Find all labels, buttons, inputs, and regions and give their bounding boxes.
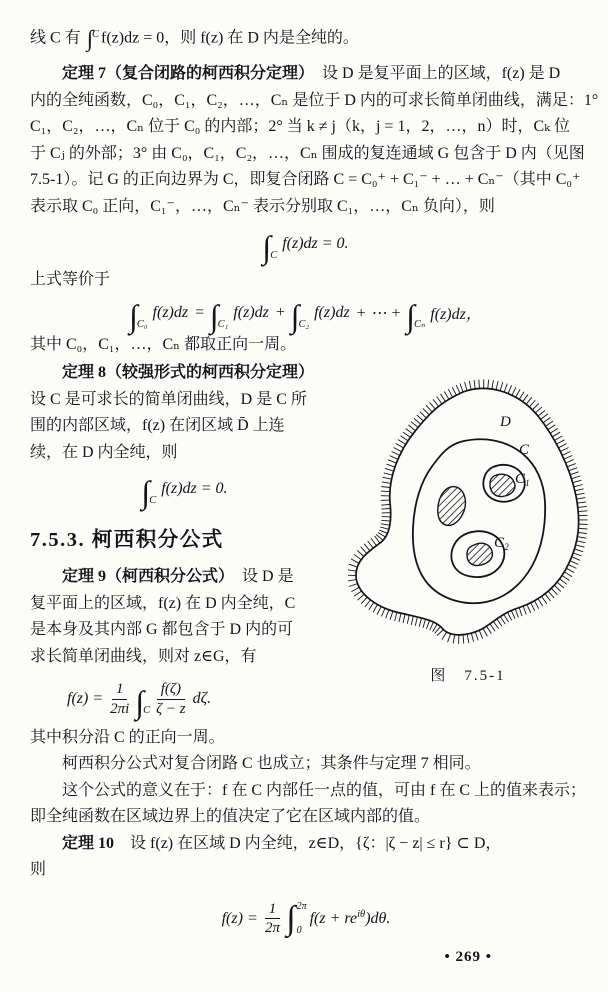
formula4-lhs: f(z) = bbox=[67, 690, 104, 708]
theorem10-rest: 设 f(z) 在区域 D 内全纯，z∈D，{ζ：|ζ − z| ≤ r} ⊂ D， bbox=[130, 834, 502, 852]
formula-cauchy-integral bbox=[64, 680, 348, 719]
hole-blob-c1 bbox=[490, 474, 515, 496]
formula-mean-value bbox=[30, 900, 582, 939]
intro-post: f(z)dz = 0，则 f(z) 在 D 内是全纯的。 bbox=[101, 29, 359, 47]
label-c: C bbox=[519, 442, 530, 458]
formula-equivalent-sum bbox=[30, 297, 582, 334]
theorem7-head: 定理 7（复合闭路的柯西积分定理） bbox=[62, 65, 307, 82]
figure-caption: 图 7.5-1 bbox=[430, 668, 506, 684]
para-meaning-line2: 即全纯函数在区域边界上的值决定了它在区域内部的值。 bbox=[30, 808, 431, 825]
formula1-body: f(z)dz = 0. bbox=[282, 235, 349, 252]
equiv-line: 上式等价于 bbox=[30, 271, 111, 288]
after-formula2-line: 其中 C₀，C₁，…，Cₙ 都取正向一周。 bbox=[30, 335, 297, 353]
theorem9-line2: 复平面上的区域，f(z) 在 D 内全纯，C bbox=[30, 594, 296, 612]
page-number: • 269 • bbox=[444, 949, 492, 965]
domain-diagram bbox=[348, 370, 598, 655]
theorem7-line1 bbox=[30, 61, 582, 88]
theorem7-line3: C₁，C₂，…，Cₙ 位于 C₀ 的内部；2° 当 k ≠ j（k，j = 1，2，…，n）时，Cₖ 位 bbox=[30, 118, 570, 135]
formula5-lhs: f(z) = bbox=[221, 909, 258, 927]
integral-lower-bound: 0 bbox=[296, 924, 302, 936]
label-c1: $C_1$ bbox=[515, 471, 530, 489]
figure-column bbox=[348, 360, 582, 719]
formula5-body: $f(z + re^{i\theta})d\theta$. bbox=[309, 908, 391, 927]
intro-line bbox=[30, 20, 582, 52]
integral-sign: ∫ C bbox=[135, 684, 151, 721]
formula-cauchy-composite bbox=[30, 229, 582, 265]
contour-c0 bbox=[413, 439, 545, 603]
formula2-term0: f(z)dz bbox=[152, 303, 189, 321]
integral-sign: ∫ Cₙ bbox=[406, 297, 426, 334]
plus-sign: + bbox=[274, 303, 286, 321]
theorem8-line2: 设 C 是可求长的简单闭曲线，D 是 C 所 bbox=[30, 390, 307, 408]
section-heading: 7.5.3. 柯西积分公式 bbox=[30, 529, 224, 551]
integral-sign: ∫ C₂ bbox=[290, 297, 310, 334]
theorem8-head: 定理 8（较强形式的柯西积分定理） bbox=[62, 364, 315, 381]
theorem8-line3: 围的内部区域，f(z) 在闭区域 D̄ 上连 bbox=[30, 417, 285, 434]
formula3-body: f(z)dz = 0. bbox=[161, 480, 228, 497]
formula4-tail: dζ. bbox=[192, 690, 212, 708]
theorem7-paragraph bbox=[30, 61, 599, 220]
theorem9-head: 定理 9（柯西积分公式） bbox=[62, 568, 227, 585]
bottom-paragraphs bbox=[30, 725, 587, 939]
label-c2: $C_2$ bbox=[494, 535, 509, 553]
formula2-termn: f(z)dz， bbox=[430, 306, 482, 323]
theorem9-line4: 求长简单闭曲线，则对 z∈G，有 bbox=[30, 647, 257, 665]
formula2-term1: f(z)dz bbox=[233, 303, 269, 321]
text-column bbox=[30, 360, 348, 719]
formula-cauchy-strong bbox=[70, 474, 300, 510]
theorem9-line1-rest: 设 D 是 bbox=[242, 568, 294, 585]
theorem9-line3: 是本身及其内部 G 都包含于 D 内的可 bbox=[30, 621, 294, 638]
after-formula4-line: 其中积分沿 C 的正向一周。 bbox=[30, 728, 225, 746]
theorem9-line1 bbox=[30, 564, 348, 591]
theorem7-line4: 于 Cⱼ 的外部；3° 由 C₀，C₁，C₂，…，Cₙ 围成的复连通域 G 包含于 D 内（见图 bbox=[30, 144, 585, 162]
integral-sign: ∫ C bbox=[141, 474, 157, 510]
integral-sign: ∫ C₁ bbox=[209, 297, 229, 334]
fraction: $\frac{1}{2\pi}$ bbox=[264, 900, 280, 937]
para-meaning-line1: 这个公式的意义在于：f 在 C 内部任一点的值，可由 f 在 C 上的值来表示； bbox=[62, 781, 587, 799]
hole-blob-left bbox=[438, 487, 466, 526]
fraction: $\frac{1}{2\pi i}$ bbox=[110, 681, 130, 717]
hole-blob-c2 bbox=[467, 543, 492, 565]
equals-sign: = bbox=[194, 303, 205, 321]
ellipsis: + ⋯ + bbox=[355, 304, 402, 322]
theorem10-head: 定理 10 bbox=[62, 834, 115, 852]
integral-sign: ∫ C bbox=[262, 229, 278, 265]
para-composite: 柯西积分公式对复合闭路 C 也成立；其条件与定理 7 相同。 bbox=[62, 755, 481, 772]
theorem7-line2: 内的全纯函数，C₀，C₁，C₂，…，Cₙ 是位于 D 内的可求长简单闭曲线，满足：1° bbox=[30, 91, 599, 109]
theorem7-line5: 7.5-1）。记 G 的正向边界为 C，即复合闭路 C = C₀⁺ + C₁⁻ + … + Cₙ⁻（其中 C₀⁺ bbox=[30, 171, 581, 188]
theorem8-line4: 续，在 D 内全纯，则 bbox=[30, 443, 178, 461]
theorem10-line bbox=[30, 831, 582, 858]
intro-pre: 线 C 有 bbox=[30, 29, 81, 47]
formula2-term2: f(z)dz bbox=[314, 303, 350, 321]
outer-boundary-hatching bbox=[348, 379, 588, 644]
figure-7-5-1 bbox=[348, 370, 598, 685]
label-d: D bbox=[500, 414, 511, 430]
middle-region bbox=[30, 360, 582, 719]
integral-sign-with-bounds: ∫ 2π 0 bbox=[286, 899, 307, 937]
inline-integral: ∫ C bbox=[86, 25, 100, 51]
integral-upper-bound: 2π bbox=[296, 900, 307, 912]
then-word-line: 则 bbox=[30, 861, 47, 878]
integral-sign: ∫ C₀ bbox=[129, 297, 148, 334]
fraction: $\frac{f(\zeta)}{\zeta - z}$ bbox=[156, 681, 186, 717]
theorem7-line1-rest: 设 D 是复平面上的区域，f(z) 是 D bbox=[322, 65, 561, 82]
theorem7-line6: 表示取 C₀ 正向，C₁⁻，…，Cₙ⁻ 表示分别取 C₁，…，Cₙ 负向），则 bbox=[30, 197, 495, 215]
